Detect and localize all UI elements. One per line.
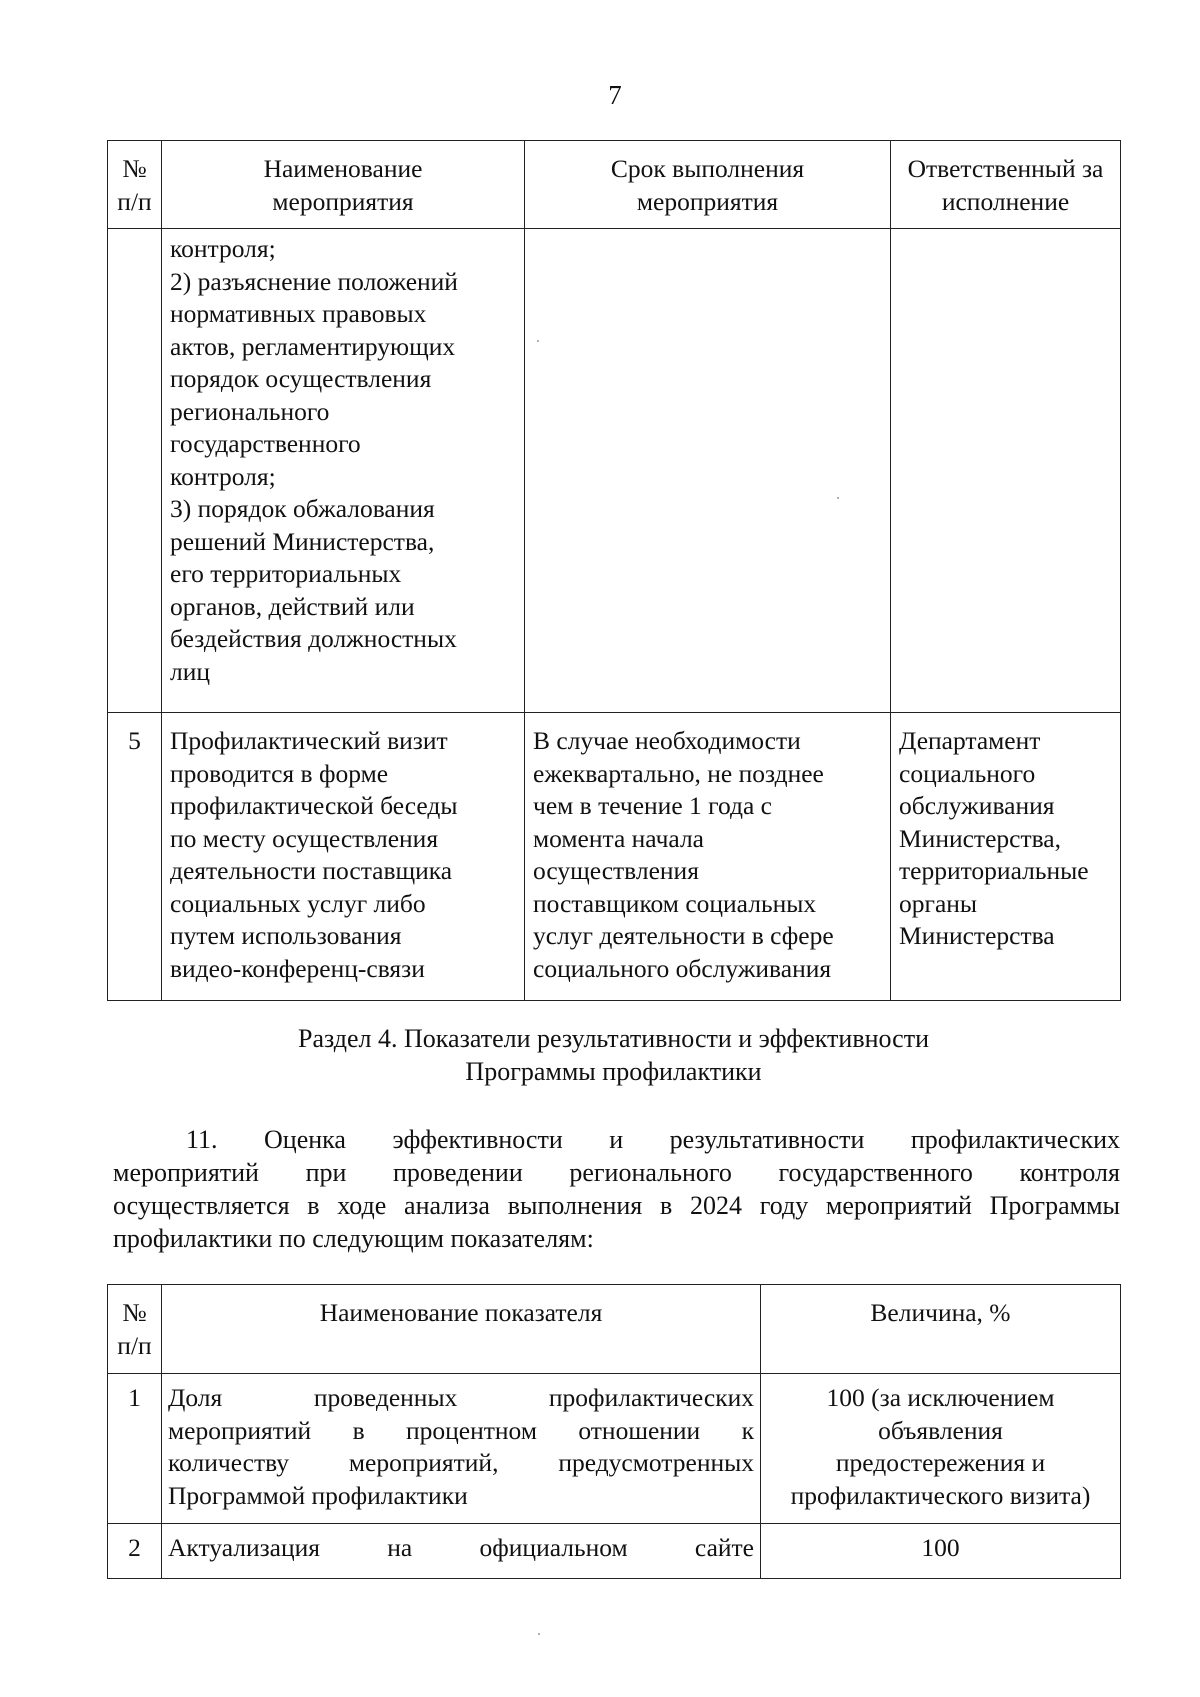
cell-line: Министерства xyxy=(899,921,1055,950)
cell-line: 100 (за исключением xyxy=(826,1383,1055,1412)
cell-line: его территориальных xyxy=(170,559,402,588)
cell-line: порядок осуществления xyxy=(170,364,432,393)
cell-line: путем использования xyxy=(170,921,402,950)
cell-line: социального обслуживания xyxy=(533,953,832,983)
cell-line: проводится в форме xyxy=(170,758,389,788)
cell-line: профилактического визита) xyxy=(790,1480,1091,1510)
cell-line: поставщиком социальных xyxy=(533,888,817,918)
deadline-cell xyxy=(525,713,891,1001)
cell-line: деятельности поставщика xyxy=(170,856,453,885)
cell-line: Департамент xyxy=(899,726,1041,755)
cell-line: нормативных правовых xyxy=(170,299,427,328)
cell-line: 3) порядок обжалования xyxy=(170,494,435,523)
events-table xyxy=(107,140,1121,1001)
cell-line: количеству мероприятий, предусмотренных xyxy=(168,1448,754,1477)
cell-line: мероприятий в процентном отношении к xyxy=(168,1415,754,1445)
cell-line: осуществления xyxy=(533,856,699,885)
cell-line: бездействия должностных xyxy=(170,624,457,653)
section-heading-line: Раздел 4. Показатели результативности и эффективности xyxy=(297,1024,929,1053)
header-responsible-line: Ответственный за xyxy=(907,154,1104,183)
cell-line: контроля; xyxy=(170,461,276,491)
header-num xyxy=(108,1285,162,1374)
header-event-name-line: Наименование xyxy=(263,154,423,183)
events-table-header-row xyxy=(108,141,1121,229)
paragraph-line: осуществляется в ходе анализа выполнения в 2024 году мероприятий Программы xyxy=(113,1191,1120,1220)
header-num xyxy=(108,141,162,229)
cell-line: государственного xyxy=(170,429,361,458)
cell-line: 2) разъяснение положений xyxy=(170,266,458,296)
paragraph-line: профилактики по следующим показателям: xyxy=(113,1224,594,1253)
table-row xyxy=(108,1374,1121,1524)
cell-line: контроля; xyxy=(170,234,276,263)
cell-line: объявления xyxy=(878,1415,1003,1445)
header-event-name xyxy=(162,141,525,229)
header-deadline-line: Срок выполнения xyxy=(610,154,805,183)
cell-line: предостережения и xyxy=(835,1448,1046,1477)
indicator-value-cell xyxy=(761,1374,1121,1524)
event-name-cell xyxy=(162,713,525,1001)
paragraph-line: мероприятий при проведении регионального государственного контроля xyxy=(113,1158,1120,1187)
cell-line: момента начала xyxy=(533,823,705,853)
cell-line: социальных услуг либо xyxy=(170,888,426,918)
responsible-cell xyxy=(891,229,1121,713)
indicator-name-cell xyxy=(162,1374,761,1524)
cell-line: услуг деятельности в сфере xyxy=(533,921,834,950)
cell-line: Актуализация на официальном сайте xyxy=(168,1533,754,1562)
responsible-cell xyxy=(891,713,1121,1001)
indicators-table xyxy=(107,1284,1121,1579)
header-num-line: п/п xyxy=(117,1330,152,1360)
cell-line: Доля проведенных профилактических xyxy=(168,1383,754,1412)
cell-line: лиц xyxy=(170,656,211,686)
header-deadline xyxy=(525,141,891,229)
section-heading-line: Программы профилактики xyxy=(465,1057,762,1086)
cell-line: Министерства, xyxy=(899,823,1062,853)
scan-speck xyxy=(837,497,839,499)
cell-line: регионального xyxy=(170,396,330,426)
cell-line: решений Министерства, xyxy=(170,526,435,556)
deadline-cell xyxy=(525,229,891,713)
cell-line: профилактической беседы xyxy=(170,791,458,820)
cell-line: органов, действий или xyxy=(170,591,415,621)
header-event-name-line: мероприятия xyxy=(272,186,414,216)
section-heading xyxy=(107,1022,1120,1088)
cell-line: актов, регламентирующих xyxy=(170,331,456,361)
indicators-table-header-row xyxy=(108,1285,1121,1374)
header-responsible-line: исполнение xyxy=(941,186,1070,216)
header-value: Величина, % xyxy=(761,1285,1121,1374)
table-row xyxy=(108,713,1121,1001)
paragraph-11 xyxy=(113,1123,1120,1255)
row-num-cell: 1 xyxy=(108,1374,162,1524)
header-num-line: п/п xyxy=(117,186,152,216)
cell-line: органы xyxy=(899,888,978,918)
cell-line: Программой профилактики xyxy=(168,1480,468,1510)
cell-line: социального xyxy=(899,758,1036,788)
page-number: 7 xyxy=(608,80,622,110)
header-deadline-line: мероприятия xyxy=(636,186,779,216)
paragraph-line: 11. Оценка эффективности и результативности профилактических xyxy=(186,1125,1120,1154)
cell-line: по месту осуществления xyxy=(170,823,439,853)
indicator-value-cell xyxy=(761,1524,1121,1579)
table-row xyxy=(108,1524,1121,1579)
cell-line: территориальные xyxy=(899,856,1089,885)
indicator-name-cell xyxy=(162,1524,761,1579)
row-num-cell xyxy=(108,229,162,713)
event-name-cell xyxy=(162,229,525,713)
row-num-cell: 5 xyxy=(108,713,162,1001)
cell-line: ежеквартально, не позднее xyxy=(533,758,824,788)
cell-line: 100 xyxy=(921,1533,960,1562)
header-num-line: № xyxy=(122,1298,147,1327)
scan-speck xyxy=(538,1633,540,1635)
row-num-cell: 2 xyxy=(108,1524,162,1579)
cell-line: чем в течение 1 года с xyxy=(533,791,772,820)
header-responsible xyxy=(891,141,1121,229)
scan-speck xyxy=(537,340,539,342)
cell-line: Профилактический визит xyxy=(170,726,448,755)
header-indicator-name: Наименование показателя xyxy=(162,1285,761,1374)
cell-line: В случае необходимости xyxy=(533,726,801,755)
cell-line: видео-конференц-связи xyxy=(170,953,425,983)
table-row xyxy=(108,229,1121,713)
cell-line: обслуживания xyxy=(899,791,1055,820)
header-num-line: № xyxy=(122,154,147,183)
